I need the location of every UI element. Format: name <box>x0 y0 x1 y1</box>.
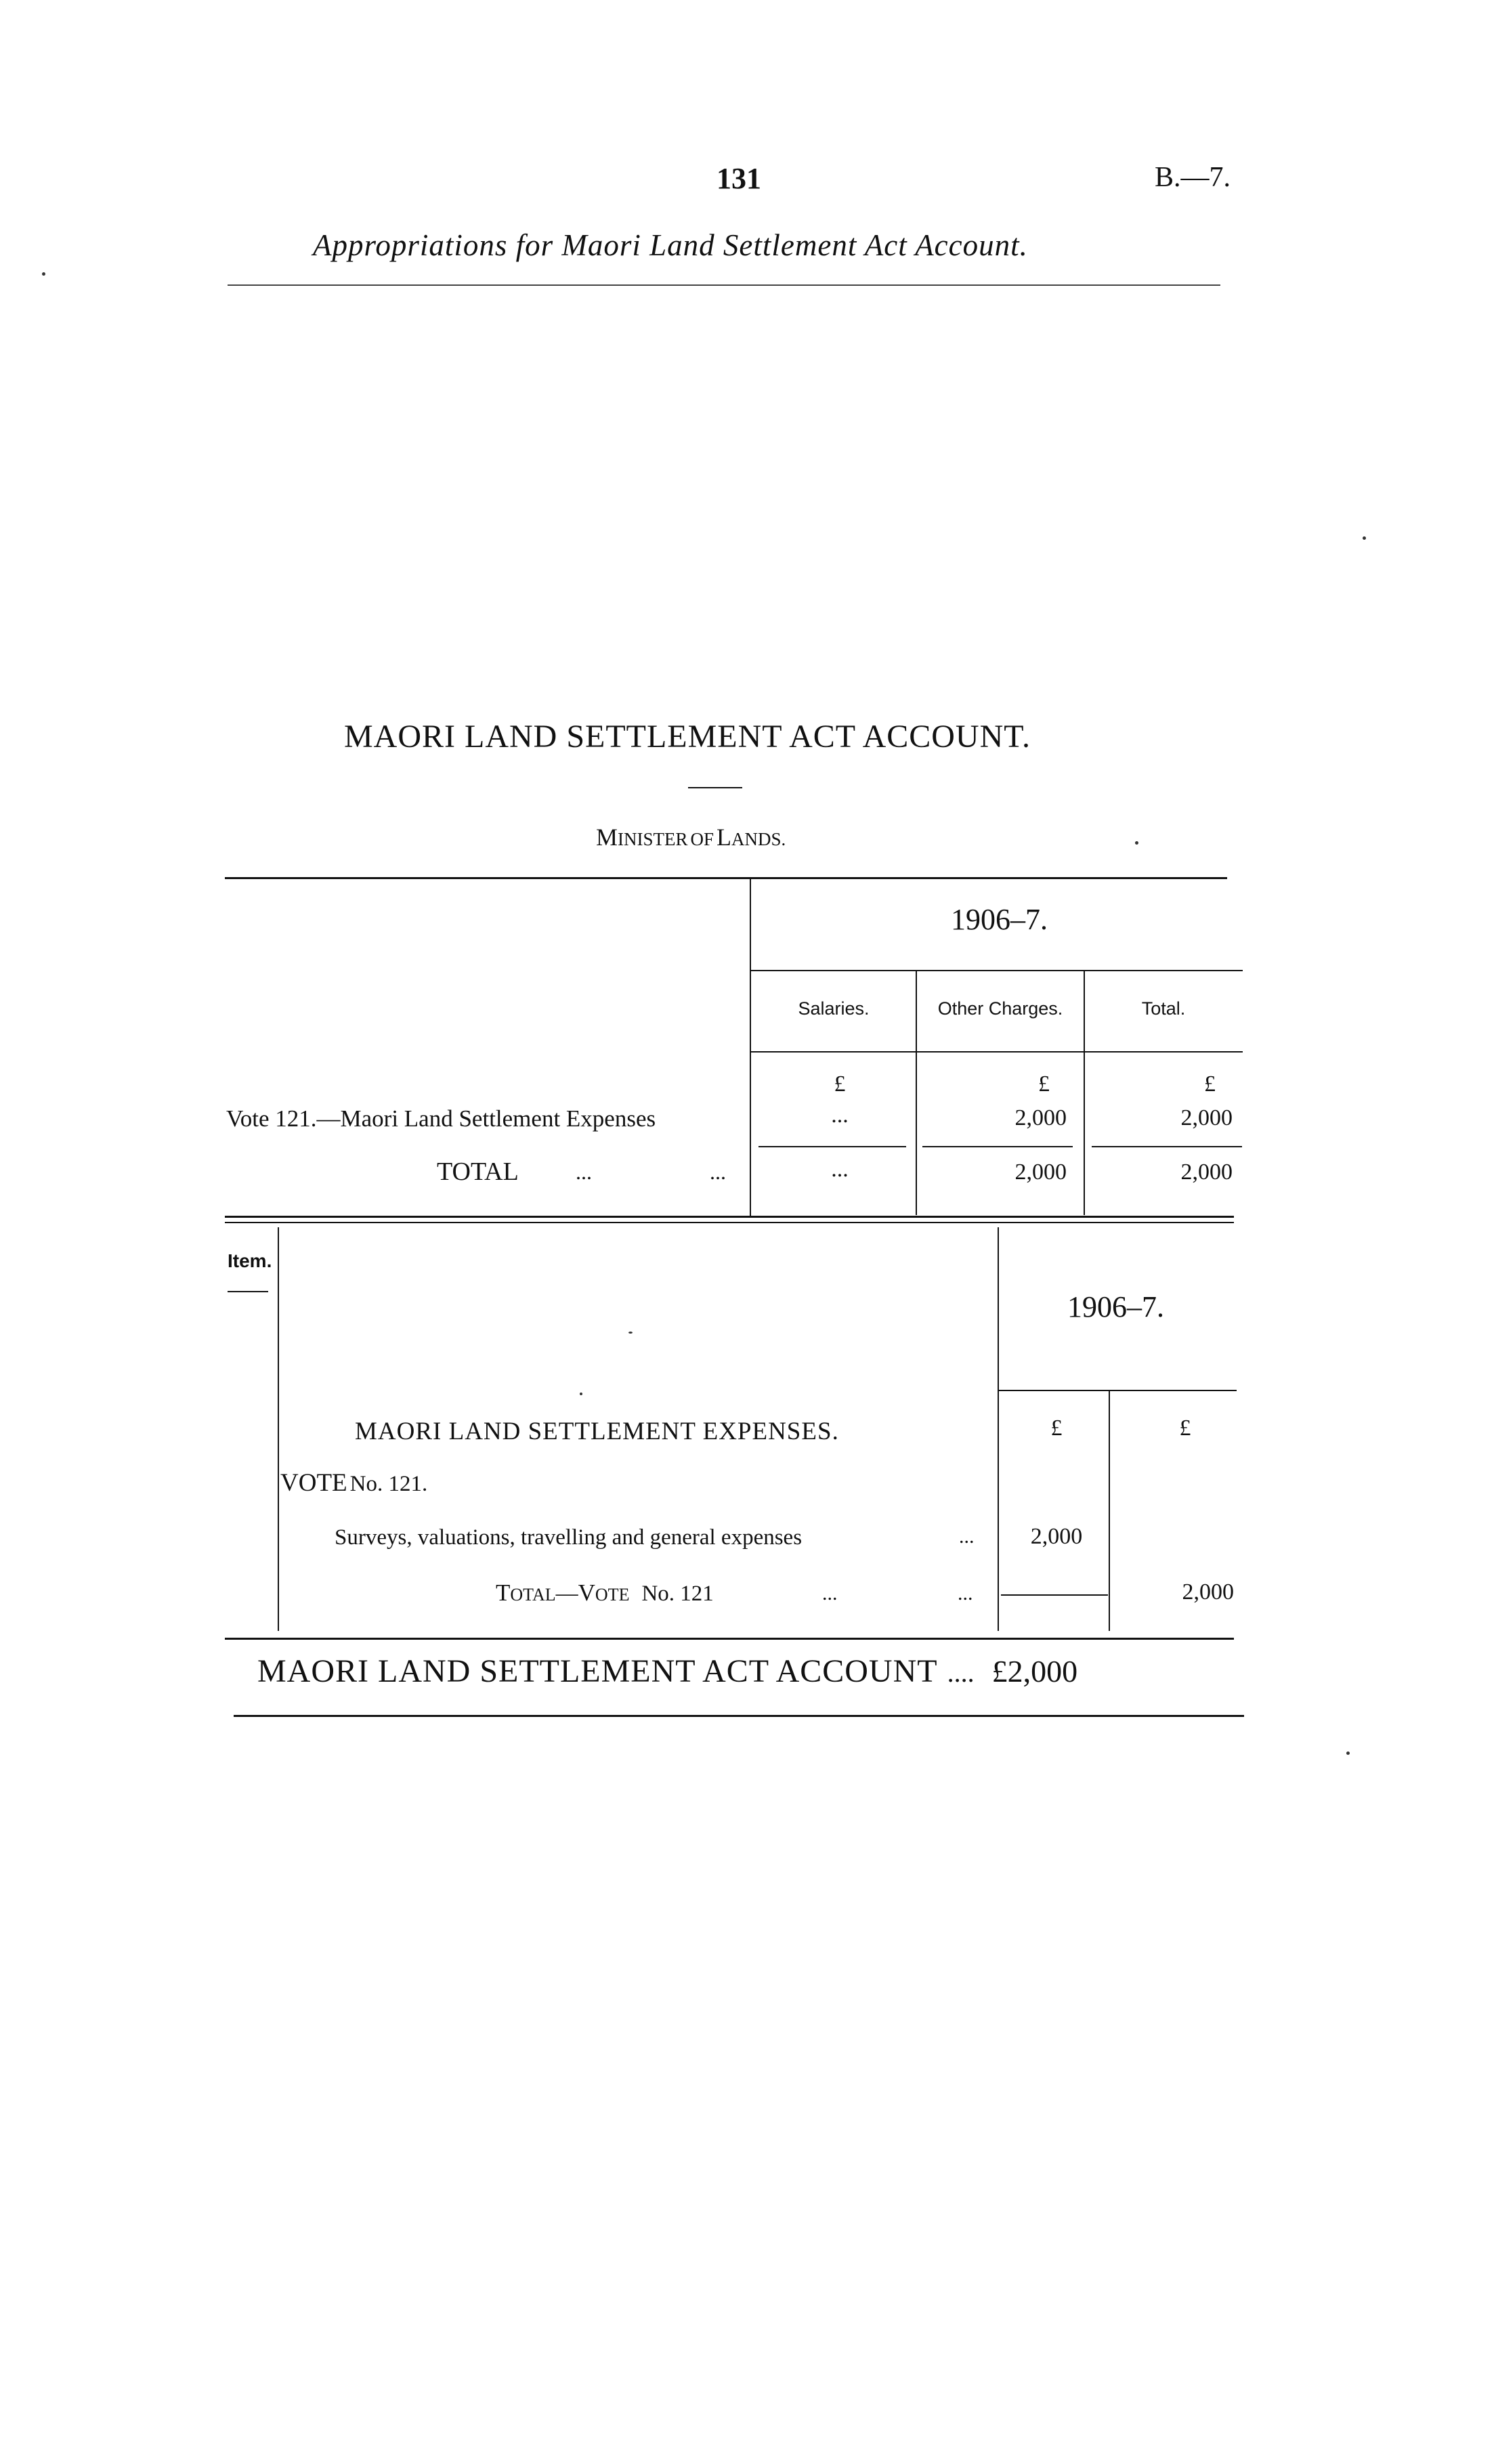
line-item-label: Surveys, valuations, travelling and general expenses <box>335 1525 803 1550</box>
summary-total-dots-1: ... <box>576 1160 592 1184</box>
summary-subtotal-rule-2 <box>922 1146 1073 1147</box>
detail-section-heading: MAORI LAND SETTLEMENT EXPENSES. <box>355 1418 839 1445</box>
detail-total-dots-2: ... <box>958 1582 973 1605</box>
summary-row-total: 2,000 <box>1180 1105 1233 1130</box>
column-header-total: Total. <box>1141 998 1186 1019</box>
vote-prefix: VOTE <box>280 1469 347 1497</box>
detail-total-part-2: OTE <box>595 1585 630 1605</box>
summary-bottom-rule-2 <box>225 1222 1234 1223</box>
running-title: Appropriations for Maori Land Settlement Act Account. <box>313 228 1028 262</box>
paper-speck <box>628 1332 633 1334</box>
minister-heading-part-2: ANDS. <box>731 829 786 849</box>
detail-year-header: 1906–7. <box>1067 1290 1164 1323</box>
summary-bottom-rule-1 <box>225 1216 1234 1218</box>
detail-total-amount: 2,000 <box>1182 1579 1234 1605</box>
grand-total-rule <box>234 1715 1244 1717</box>
detail-item-divider <box>278 1227 279 1631</box>
header-rule <box>228 284 1220 286</box>
summary-table-top-rule <box>225 877 1227 879</box>
paper-speck <box>1135 841 1138 845</box>
summary-total-label: TOTAL <box>437 1157 519 1186</box>
summary-row-other-charges: 2,000 <box>1014 1105 1067 1130</box>
detail-amount-divider <box>998 1227 999 1631</box>
summary-year-header: 1906–7. <box>951 903 1048 936</box>
detail-total-initial-2: V <box>578 1579 595 1606</box>
grand-total-line <box>257 1653 1077 1690</box>
line-item-leader: ... <box>959 1525 975 1548</box>
detail-total-initial-1: T <box>496 1579 511 1606</box>
detail-currency-2: £ <box>1179 1416 1191 1441</box>
summary-total-total: 2,000 <box>1180 1160 1233 1185</box>
summary-row-label: Vote 121.—Maori Land Settlement Expenses <box>226 1105 656 1132</box>
title-short-rule <box>688 787 742 788</box>
paper-speck <box>1346 1751 1350 1755</box>
minister-heading-initial-1: M <box>596 824 618 851</box>
detail-subcol-divider <box>1109 1391 1110 1631</box>
paper-speck <box>580 1393 582 1395</box>
summary-subtotal-rule-1 <box>758 1146 906 1147</box>
minister-heading-initial-2: L <box>717 824 732 851</box>
vote-number-line <box>280 1468 427 1497</box>
grand-total-label: MAORI LAND SETTLEMENT ACT ACCOUNT <box>257 1653 938 1689</box>
summary-subtotal-rule-3 <box>1092 1146 1242 1147</box>
detail-total-label <box>496 1579 714 1607</box>
vote-number: No. 121. <box>349 1472 428 1496</box>
summary-total-salaries: ... <box>831 1157 849 1182</box>
summary-total-dots-2: ... <box>710 1160 726 1184</box>
summary-total-other-charges: 2,000 <box>1014 1160 1067 1185</box>
currency-total: £ <box>1204 1071 1216 1097</box>
detail-currency-1: £ <box>1050 1416 1063 1441</box>
line-item-amount: 2,000 <box>1030 1524 1083 1549</box>
detail-total-part-1: OTAL <box>510 1585 556 1605</box>
detail-subtotal-rule <box>1001 1594 1108 1596</box>
detail-total-dash: — <box>555 1581 578 1606</box>
currency-salaries: £ <box>834 1071 846 1097</box>
detail-bottom-rule <box>225 1638 1234 1640</box>
detail-year-rule <box>998 1390 1237 1391</box>
grand-total-leader: .... <box>947 1657 975 1688</box>
summary-table-label-divider <box>750 878 751 1216</box>
item-column-header: Item. <box>228 1250 272 1271</box>
summary-year-rule <box>750 970 1243 971</box>
detail-total-dots-1: ... <box>822 1582 838 1605</box>
currency-other-charges: £ <box>1038 1071 1050 1097</box>
page-number: 131 <box>717 162 761 195</box>
item-header-rule <box>228 1291 268 1292</box>
paper-speck <box>1363 536 1366 540</box>
minister-heading-of: OF <box>690 829 714 849</box>
grand-total-amount: £2,000 <box>991 1654 1078 1688</box>
section-title: MAORI LAND SETTLEMENT ACT ACCOUNT. <box>344 719 1031 755</box>
detail-total-vote-number: No. 121 <box>641 1581 714 1606</box>
summary-row-salaries: ... <box>831 1103 849 1128</box>
column-header-other-charges: Other Charges. <box>937 998 1063 1019</box>
minister-heading <box>596 823 786 851</box>
document-reference: B.—7. <box>1155 162 1231 193</box>
minister-heading-part-1: INISTER <box>618 829 688 849</box>
summary-colhead-rule <box>750 1051 1243 1053</box>
column-header-salaries: Salaries. <box>798 998 870 1019</box>
paper-speck <box>42 272 45 276</box>
